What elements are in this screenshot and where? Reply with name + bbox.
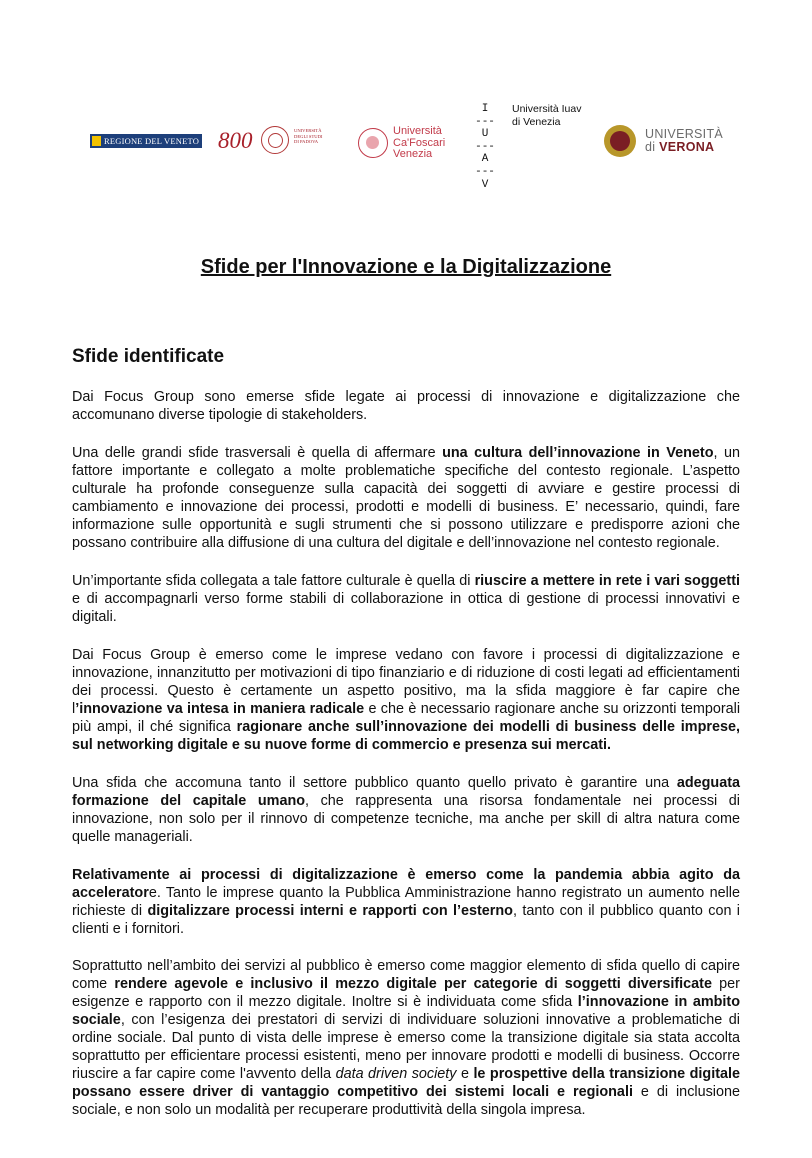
bold-text: rendere agevole e inclusivo il mezzo digitale per categorie di soggetti diversificate xyxy=(114,976,712,992)
text-run: Dai Focus Group sono emerse sfide legate ai processi di innovazione e digitalizzazione che accomunano diverse tipologie di stakeholders. xyxy=(72,389,740,423)
universita-iuav-logo xyxy=(474,103,604,191)
padova-800-mark: 800 xyxy=(218,128,253,153)
padova-seal-icon xyxy=(261,126,289,154)
verona-seal-icon xyxy=(604,125,636,157)
regione-veneto-logo xyxy=(90,134,202,148)
padova-name: UNIVERSITÀ DEGLI STUDI DI PADOVA xyxy=(294,128,323,145)
paragraph xyxy=(72,866,740,938)
text-run: e di inclusione sociale, e non solo un modalità per recuperare produttività della singola impresa. xyxy=(72,1084,740,1118)
bold-text: una cultura dell’innovazione in Veneto xyxy=(442,445,714,461)
section-heading: Sfide identificate xyxy=(72,346,225,367)
partner-logos xyxy=(0,0,812,200)
bold-text: riuscire a mettere in rete i vari soggetti xyxy=(474,573,741,589)
paragraph xyxy=(72,774,740,846)
text-run: Un’importante sfida collegata a tale fattore culturale è quella di xyxy=(72,573,475,589)
document-title: Sfide per l'Innovazione e la Digitalizzazione xyxy=(200,256,612,278)
universita-ca-foscari-logo xyxy=(358,126,458,160)
universita-padova-logo xyxy=(218,126,328,156)
paragraph xyxy=(72,388,740,424)
ca-foscari-name: Università Ca'Foscari Venezia xyxy=(393,125,446,160)
bold-text: digitalizzare processi interni e rapporti con l’esterno xyxy=(147,903,513,919)
verona-name: UNIVERSITÀ di VERONA xyxy=(645,127,724,154)
regione-veneto-text: REGIONE DEL VENETO xyxy=(104,136,200,146)
text-run: e. Tanto le imprese quanto la Pubblica Amministrazione hanno registrato un aumento nelle richieste di xyxy=(72,885,740,919)
bold-text: l’innovazione in ambito sociale xyxy=(72,994,740,1028)
bold-text: adeguata formazione del capitale umano xyxy=(72,775,740,809)
text-run: e che è necessario ragionare anche su orizzonti temporali più ampi, il ché significa xyxy=(72,701,741,735)
text-run: e di accompagnarli verso forme stabili di collaborazione in ottica di gestione di processi innovativi e digitali. xyxy=(72,591,740,625)
paragraph xyxy=(72,572,740,626)
bold-text: ’innovazione va intesa in maniera radicale xyxy=(75,701,365,717)
paragraph xyxy=(72,444,740,552)
bold-text: Relativamente ai processi di digitalizzazione è emerso come la pandemia abbia agito da accelerator xyxy=(72,867,740,901)
text-run: , con l’esigenza dei prestatori di servizi di individuare soluzioni innovative a problematiche di ordine sociale. Dal punto di vista delle imprese è emerso come la transizione digitale sia stata accolta soprattutto per efficientare processi esistenti, meno per innovare prodotti e modelli di business. Occorre riuscire a far capire come l'avvento della xyxy=(72,1012,740,1082)
iuav-name: Università Iuav di Venezia xyxy=(512,103,582,128)
text-run: e xyxy=(456,1066,474,1082)
bold-text: le prospettive della transizione digitale possano essere driver di vantaggio competitivo dei sistemi locali e regionali xyxy=(72,1066,740,1100)
iuav-vertical-mark: I --- U --- A --- V xyxy=(475,103,495,191)
text-run: Una sfida che accomuna tanto il settore pubblico quanto quello privato è garantire una xyxy=(72,775,677,791)
paragraph xyxy=(72,646,740,754)
text-run: Dai Focus Group è emerso come le imprese vedano con favore i processi di digitalizzazione e innovazione, innanzitutto per motivazioni di tipo finanziario e di riduzione di costi legati ad efficientamenti dei processi. Questo è certamente un aspetto positivo, ma la sfida maggiore è far capire che l xyxy=(72,647,740,717)
text-run: , tanto con il pubblico quanto con i clienti e i fornitori. xyxy=(72,903,740,937)
document-body xyxy=(72,388,740,1139)
bold-text: ragionare anche sull’innovazione dei modelli di business delle imprese, sul networking digitale e su nuove forme di commercio e presenza sui mercati. xyxy=(72,719,740,753)
text-run: Soprattutto nell’ambito dei servizi al pubblico è emerso come maggior elemento di sfida quello di capire come xyxy=(72,958,740,992)
universita-verona-logo xyxy=(604,125,724,157)
text-run: , un fattore importante e collegato a molte problematiche specifiche del contesto regionale. L’aspetto culturale ha profonde conseguenze sulla capacità dei soggetti di avviare e gestire processi di cambiamento e innovazione dei processi, prodotti e modelli di business. E’ necessario, quindi, fare informazione sulle opportunità e sugli strumenti che si possono utilizzare e predisporre azioni che possano contribuire alla diffusione di una cultura del digitale e dell’innovazione nel contesto regionale. xyxy=(72,445,740,551)
ca-foscari-seal-icon xyxy=(358,128,388,158)
italic-text: data driven society xyxy=(335,1066,457,1082)
veneto-flag-icon xyxy=(92,136,101,146)
paragraph xyxy=(72,957,740,1119)
text-run: , che rappresenta una risorsa fondamentale nei processi di innovazione, non solo per il rinnovo di competenze tecniche, ma anche per skill di altra natura come quelle manageriali. xyxy=(72,793,740,845)
text-run: Una delle grandi sfide trasversali è quella di affermare xyxy=(72,445,443,461)
text-run: per esigenze e rapporto con il mezzo digitale. Inoltre si è individuata come sfida xyxy=(72,976,740,1010)
